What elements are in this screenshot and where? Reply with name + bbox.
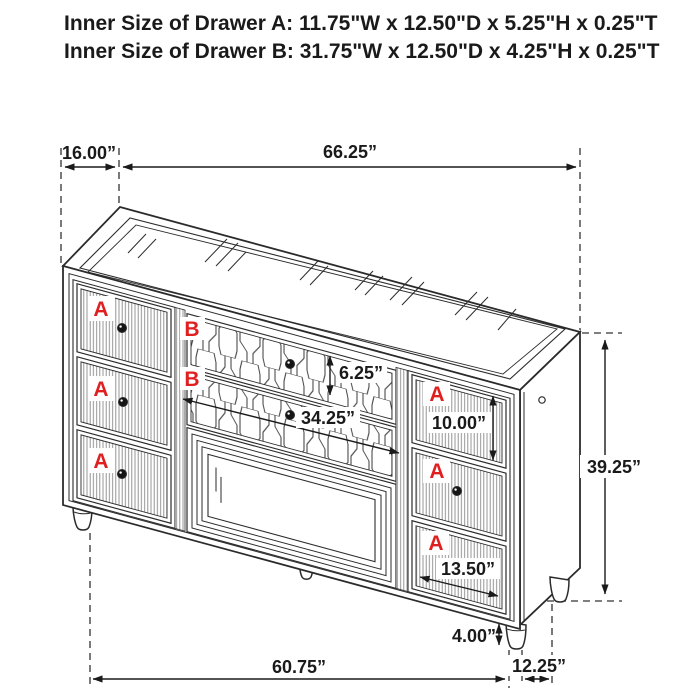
label-drawer-a: A	[429, 383, 445, 406]
label-drawer-a: A	[93, 298, 109, 321]
label-drawer-a: A	[428, 532, 444, 555]
label-drawer-b: B	[184, 318, 200, 341]
dim-total-height: 39.25”	[586, 457, 642, 477]
dim-side-depth: 12.25”	[511, 656, 567, 676]
inner-size-drawer-a: Inner Size of Drawer A: 11.75"W x 12.50"D x 5.25"H x 0.25"T	[64, 12, 658, 35]
dim-top-width: 66.25”	[322, 142, 378, 162]
knob	[453, 487, 462, 496]
dim-drawer-b-height: 6.25”	[338, 363, 384, 383]
label-drawer-a: A	[93, 450, 109, 473]
knob	[119, 398, 128, 407]
dim-drawer-a-right-height: 10.00”	[431, 413, 487, 433]
leg-back-right	[550, 577, 569, 602]
knob	[286, 411, 295, 420]
knob	[118, 470, 127, 479]
dim-drawer-b-width: 34.25”	[300, 408, 356, 428]
dim-top-depth: 16.00”	[61, 143, 117, 163]
stile-center-right	[396, 367, 408, 591]
dim-drawer-a-right-width: 13.50”	[440, 559, 496, 579]
label-drawer-a: A	[429, 460, 445, 483]
dim-leg-height: 4.00”	[451, 626, 497, 646]
label-drawer-b: B	[184, 368, 200, 391]
dim-bottom-width: 60.75”	[271, 657, 327, 677]
knob	[286, 360, 295, 369]
side-peg-hole	[539, 397, 545, 403]
inner-size-drawer-b: Inner Size of Drawer B: 31.75"W x 12.50"D x 4.25"H x 0.25"T	[64, 40, 660, 63]
knob	[118, 324, 127, 333]
label-drawer-a: A	[93, 378, 109, 401]
